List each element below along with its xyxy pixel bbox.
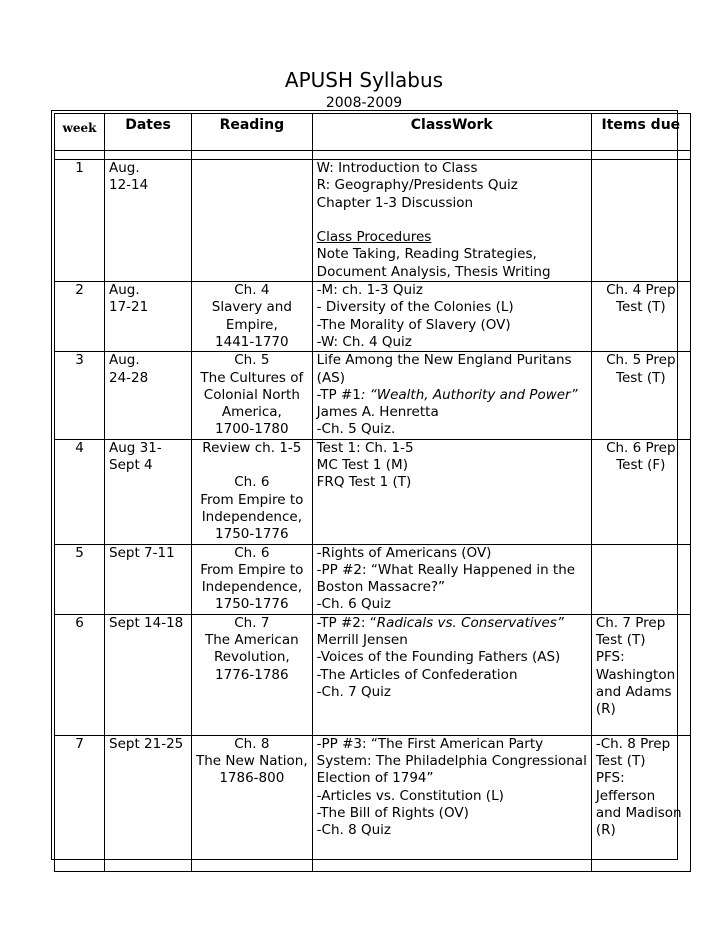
classwork-cell	[312, 735, 591, 871]
items-due-line: Test (T)	[595, 632, 646, 649]
items-due-line: Ch. 5 Prep	[606, 352, 676, 369]
items-due-cell	[591, 160, 690, 282]
reading-line: Ch. 7	[234, 614, 270, 631]
dates-cell	[105, 735, 192, 871]
week-number: 5	[55, 544, 105, 614]
items-due-line: (R)	[595, 822, 616, 839]
classwork-line: -M: ch. 1-3 Quiz	[316, 282, 423, 299]
classwork-line: -Articles vs. Constitution (L)	[316, 787, 504, 804]
syllabus-table	[54, 113, 691, 872]
classwork-cell	[312, 544, 591, 614]
reading-line: Empire,	[225, 316, 278, 333]
items-due-line: Ch. 7 Prep	[595, 614, 666, 631]
classwork-line: -Rights of Americans (OV)	[316, 544, 492, 561]
reading-line: 1750-1776	[215, 526, 289, 543]
reading-line: Independence,	[201, 508, 302, 525]
items-due-line: Ch. 6 Prep	[606, 439, 676, 456]
week-number: 7	[55, 735, 105, 871]
items-due-line: Test (T)	[595, 753, 646, 770]
classwork-line: -W: Ch. 4 Quiz	[316, 333, 412, 350]
dates-line: 17-21	[109, 299, 149, 316]
classwork-line: (AS)	[316, 369, 346, 386]
document-year: 2008-2009	[325, 95, 403, 111]
week-number: 6	[55, 614, 105, 735]
tp-title: Radicals vs. Conservatives”	[376, 614, 564, 631]
classwork-line: -The Articles of Confederation	[316, 666, 518, 683]
reading-line: From Empire to	[200, 491, 304, 508]
reading-line: Independence,	[201, 579, 302, 596]
items-due-cell	[591, 439, 690, 544]
dates-line: 12-14	[109, 177, 149, 194]
classwork-line: -Ch. 6 Quiz	[316, 596, 392, 613]
week-number: 4	[55, 439, 105, 544]
dates-cell	[105, 614, 192, 735]
header-dates: Dates	[105, 114, 192, 151]
classwork-line: FRQ Test 1 (T)	[316, 474, 412, 491]
spacer	[196, 457, 308, 474]
reading-cell	[192, 614, 313, 735]
classwork-line: -Ch. 7 Quiz	[316, 683, 392, 700]
classwork-line: Life Among the New England Puritans	[316, 352, 572, 369]
dates-line: Sept 4	[109, 457, 153, 474]
dates-line: Sept 7-11	[109, 544, 175, 561]
spacer	[317, 212, 587, 229]
dates-cell	[105, 282, 192, 352]
classwork-line: System: The Philadelphia Congressional	[316, 753, 587, 770]
class-procedures-heading: Class Procedures	[316, 229, 432, 246]
week-number: 3	[55, 352, 105, 439]
classwork-line: - Diversity of the Colonies (L)	[316, 299, 514, 316]
items-due-line: Test (T)	[616, 299, 666, 316]
table-row	[55, 544, 691, 614]
classwork-line: Test 1: Ch. 1-5	[316, 439, 414, 456]
reading-line: Ch. 6	[234, 544, 270, 561]
dates-line: Sept 14-18	[109, 614, 184, 631]
classwork-line: -PP #2: “What Really Happened in the	[316, 561, 576, 578]
header-gap-row	[55, 151, 691, 160]
reading-line: 1776-1786	[215, 666, 289, 683]
dates-line: Aug.	[109, 352, 140, 369]
items-due-cell	[591, 614, 690, 735]
reading-cell	[192, 735, 313, 871]
reading-line: Ch. 6	[234, 474, 270, 491]
classwork-line: MC Test 1 (M)	[316, 457, 408, 474]
reading-cell	[192, 544, 313, 614]
dates-cell	[105, 439, 192, 544]
classwork-cell	[312, 439, 591, 544]
reading-line: 1441-1770	[215, 333, 289, 350]
table-row	[55, 160, 691, 282]
classwork-line: -PP #3: “The First American Party	[316, 735, 544, 752]
reading-line: 1786-800	[219, 770, 285, 787]
classwork-line	[317, 615, 587, 632]
reading-line: Ch. 5	[234, 352, 270, 369]
classwork-line: Boston Massacre?”	[316, 579, 446, 596]
table-row	[55, 352, 691, 439]
classwork-line: Merrill Jensen	[316, 632, 408, 649]
items-due-line: (R)	[595, 701, 616, 718]
items-due-cell	[591, 282, 690, 352]
classwork-line: Chapter 1-3 Discussion	[316, 194, 474, 211]
items-due-line: PFS:	[595, 649, 625, 666]
table-row	[55, 439, 691, 544]
header-week: week	[55, 114, 105, 151]
header-items-due: Items due	[591, 114, 690, 151]
reading-cell	[192, 439, 313, 544]
items-due-cell	[591, 352, 690, 439]
classwork-line: -Ch. 5 Quiz.	[316, 421, 396, 438]
reading-line: Colonial North	[203, 386, 300, 403]
reading-cell	[192, 352, 313, 439]
reading-line: Revolution,	[213, 649, 290, 666]
reading-line: 1750-1776	[215, 596, 289, 613]
classwork-line: W: Introduction to Class	[316, 160, 478, 176]
classwork-cell	[312, 352, 591, 439]
table-row	[55, 282, 691, 352]
tp-title: “Wealth, Authority and Power”	[365, 386, 578, 403]
week-number: 1	[55, 160, 105, 282]
classwork-line: -Voices of the Founding Fathers (AS)	[316, 649, 561, 666]
dates-line: 24-28	[109, 369, 149, 386]
classwork-line: -Ch. 8 Quiz	[316, 822, 392, 839]
reading-line: The New Nation,	[196, 753, 308, 770]
items-due-line: -Ch. 8 Prep	[595, 735, 671, 752]
header-reading: Reading	[192, 114, 313, 151]
items-due-line: and Adams	[595, 683, 672, 700]
dates-line: Aug.	[109, 160, 140, 176]
tp-label: -TP #1	[316, 386, 361, 403]
classwork-line	[317, 387, 587, 404]
dates-line: Sept 21-25	[109, 735, 184, 752]
reading-line: The Cultures of	[200, 369, 304, 386]
classwork-line: -The Morality of Slavery (OV)	[316, 316, 511, 333]
classwork-line: James A. Henretta	[316, 404, 439, 421]
tp-label: -TP #2: “	[316, 614, 377, 631]
reading-line: Slavery and	[211, 299, 292, 316]
classwork-line: Note Taking, Reading Strategies,	[316, 246, 537, 263]
classwork-cell	[312, 282, 591, 352]
items-due-line: Jefferson	[595, 787, 656, 804]
table-header-row	[55, 114, 691, 151]
classwork-line: Election of 1794”	[316, 770, 434, 787]
classwork-line: R: Geography/Presidents Quiz	[316, 177, 518, 194]
table-row	[55, 735, 691, 871]
items-due-line: Ch. 4 Prep	[606, 282, 676, 299]
reading-cell	[192, 282, 313, 352]
reading-line: America,	[221, 404, 282, 421]
reading-line: Ch. 4	[234, 282, 270, 299]
reading-cell	[192, 160, 313, 282]
dates-line: Aug.	[109, 282, 140, 299]
table-row	[55, 614, 691, 735]
dates-cell	[105, 352, 192, 439]
items-due-line: Test (T)	[616, 369, 666, 386]
week-number: 2	[55, 282, 105, 352]
dates-cell	[105, 160, 192, 282]
classwork-line: Document Analysis, Thesis Writing	[316, 263, 551, 280]
classwork-line: -The Bill of Rights (OV)	[316, 804, 469, 821]
items-due-line: Washington	[595, 666, 676, 683]
reading-line: The American	[205, 632, 299, 649]
items-due-line: Test (F)	[616, 457, 666, 474]
classwork-cell	[312, 160, 591, 282]
items-due-cell	[591, 735, 690, 871]
dates-cell	[105, 544, 192, 614]
reading-line: Review ch. 1-5	[202, 439, 302, 456]
header-classwork: ClassWork	[312, 114, 591, 151]
document-title: APUSH Syllabus	[284, 68, 444, 92]
reading-line: Ch. 8	[234, 735, 270, 752]
reading-line: 1700-1780	[215, 421, 289, 438]
classwork-cell	[312, 614, 591, 735]
items-due-line: and Madison	[595, 804, 682, 821]
reading-line: From Empire to	[200, 561, 304, 578]
dates-line: Aug 31-	[109, 439, 162, 456]
items-due-cell	[591, 544, 690, 614]
items-due-line: PFS:	[595, 770, 625, 787]
tp-colon: :	[360, 386, 366, 403]
